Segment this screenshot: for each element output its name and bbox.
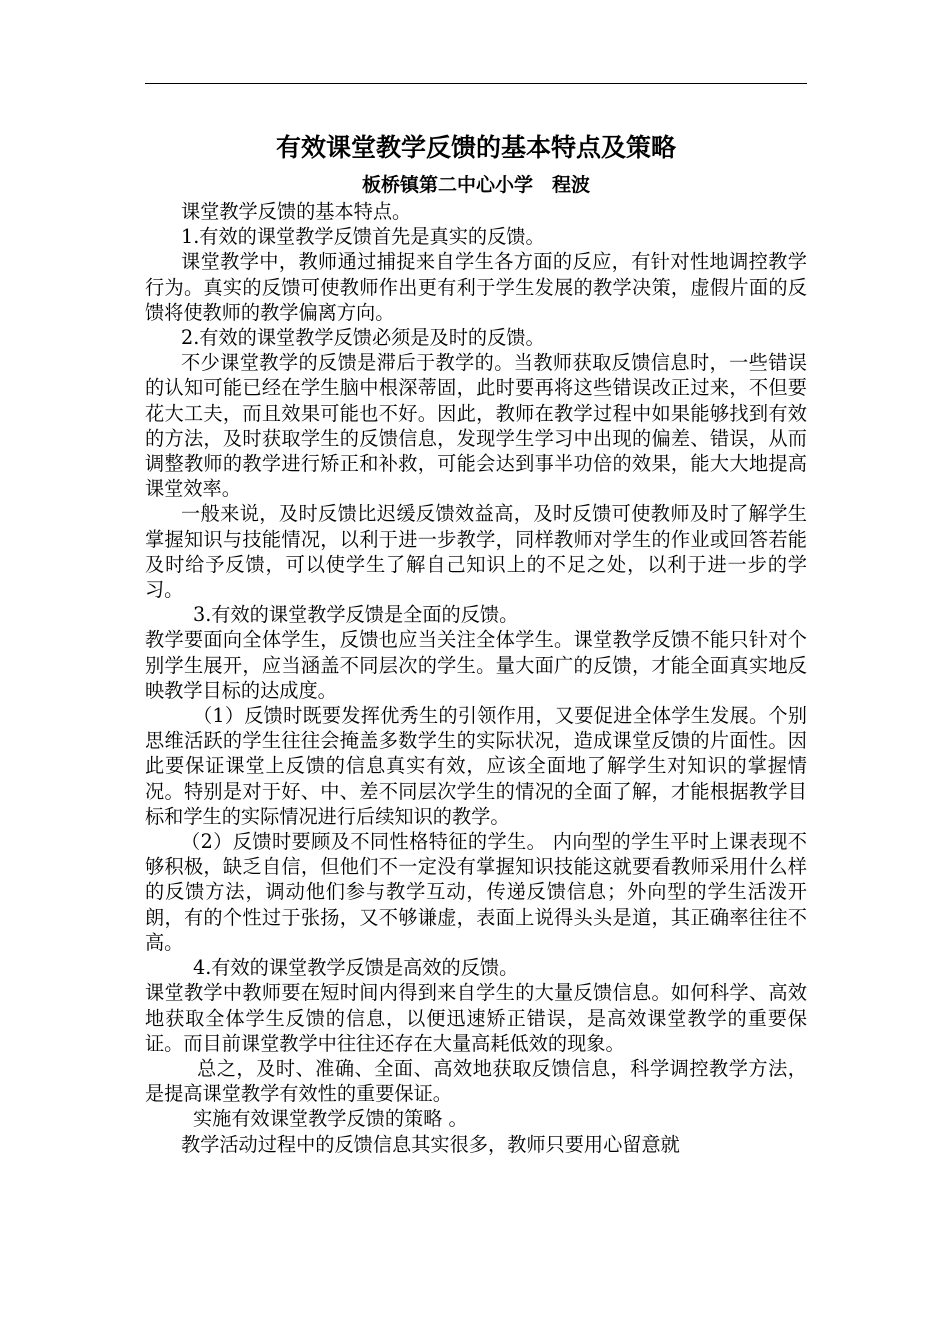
paragraph: 一般来说，及时反馈比迟缓反馈效益高，及时反馈可使教师及时了解学生掌握知识与技能情况，以利于进一步教学，同样教师对学生的作业或回答若能及时给予反馈，可以使学生了解自己知识上的不足之处，以利于进一步的学习。 [145,502,807,602]
header-rule [145,83,807,84]
paragraph: （2）反馈时要顾及不同性格特征的学生。 内向型的学生平时上课表现不够积极，缺乏自信，但他们不一定没有掌握知识技能这就要看教师采用什么样的反馈方法，调动他们参与教学互动，传递反馈信息；外向型的学生活泼开朗，有的个性过于张扬，又不够谦虚，表面上说得头头是道，其正确率往往不高。 [145,830,807,954]
document-body [145,199,807,1157]
paragraph: 教学活动过程中的反馈信息其实很多，教师只要用心留意就 [181,1132,680,1156]
paragraph: 课堂教学反馈的基本特点。 [181,200,412,223]
paragraph: 不少课堂教学的反馈是滞后于教学的。当教师获取反馈信息时，一些错误的认知可能已经在学生脑中根深蒂固，此时要再将这些错误改正过来，不但要花大工夫，而且效果可能也不好。因此，教师在教学过程中如果能够找到有效的方法，及时获取学生的反馈信息，发现学生学习中出现的偏差、错误，从而调整教师的教学进行矫正和补救，可能会达到事半功倍的效果，能大大地提高课堂效率。 [145,351,807,501]
paragraph: 课堂教学中教师要在短时间内得到来自学生的大量反馈信息。如何科学、高效地获取全体学生反馈的信息，以便迅速矫正错误，是高效课堂教学的重要保证。而目前课堂教学中往往还存在大量高耗低效的现象。 [145,981,807,1055]
document-author: 板桥镇第二中心小学 程波 [361,174,590,196]
paragraph: 1.有效的课堂教学反馈首先是真实的反馈。 [181,225,545,249]
document-title: 有效课堂教学反馈的基本特点及策略 [275,133,676,162]
paragraph: 课堂教学中，教师通过捕捉来自学生各方面的反应，有针对性地调控教学行为。真实的反馈可使教师作出更有利于学生发展的教学决策，虚假片面的反馈将使教师的教学偏离方向。 [145,250,807,324]
paragraph: （1）反馈时既要发挥优秀生的引领作用，又要促进全体学生发展。个别思维活跃的学生往往会掩盖多数学生的实际状况，造成课堂反馈的片面性。因此要保证课堂上反馈的信息真实有效，应该全面地了解学生对知识的掌握情况。特别是对于好、中、差不同层次学生的情况的全面了解，才能根据教学目标和学生的实际情况进行后续知识的教学。 [145,704,807,828]
paragraph: 实施有效课堂教学反馈的策略 。 [193,1107,468,1131]
paragraph: 3.有效的课堂教学反馈是全面的反馈。 [193,603,519,627]
paragraph: 总之，及时、准确、全面、高效地获取反馈信息，科学调控教学方法，是提高课堂教学有效性的重要保证。 [145,1056,807,1106]
paragraph: 4.有效的课堂教学反馈是高效的反馈。 [193,956,519,980]
paragraph: 教学要面向全体学生，反馈也应当关注全体学生。课堂教学反馈不能只针对个别学生展开，应当涵盖不同层次的学生。量大面广的反馈，才能全面真实地反映教学目标的达成度。 [145,628,807,702]
paragraph: 2.有效的课堂教学反馈必须是及时的反馈。 [181,326,545,350]
